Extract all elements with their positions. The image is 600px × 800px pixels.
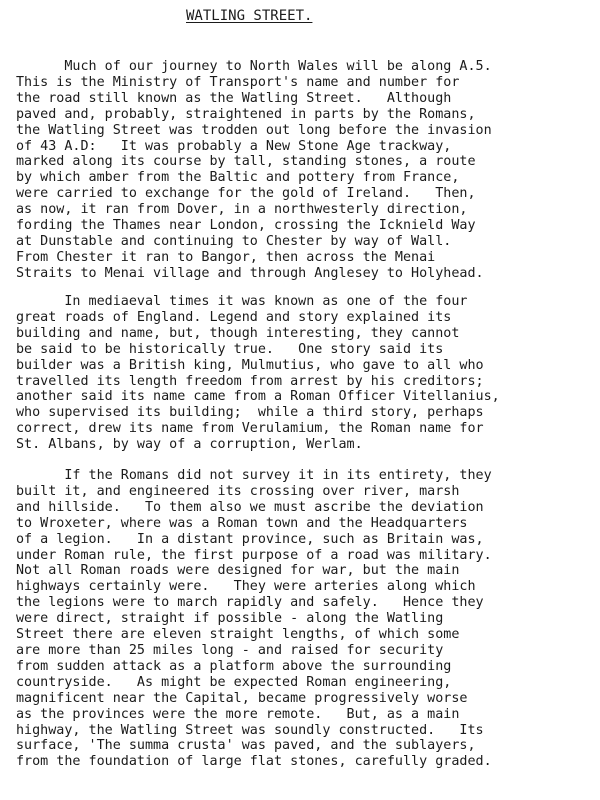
text-line: marked along its course by tall, standing stones, a route: [16, 154, 476, 170]
text-line: fording the Thames near London, crossing the Icknield Way: [16, 218, 476, 234]
text-line: If the Romans did not survey it in its entirety, they: [16, 468, 492, 483]
text-line: from the foundation of large flat stones, carefully graded.: [16, 754, 492, 770]
paragraph-2: [16, 294, 596, 453]
text-line: were direct, straight if possible - along the Watling: [16, 611, 444, 627]
text-line: highway, the Watling Street was soundly constructed. Its: [16, 722, 484, 738]
text-line: In mediaeval times it was known as one of the four: [16, 294, 468, 309]
text-line: to Wroxeter, where was a Roman town and the Headquarters: [16, 515, 468, 531]
text-line: Street there are eleven straight lengths, of which some: [16, 627, 460, 643]
text-line: paved and, probably, straightened in parts by the Romans,: [16, 106, 476, 122]
text-line: by which amber from the Baltic and pottery from France,: [16, 170, 460, 186]
text-line: under Roman rule, the first purpose of a road was military.: [16, 547, 492, 563]
text-line: at Dunstable and continuing to Chester by way of Wall.: [16, 233, 452, 249]
text-line: magnificent near the Capital, became progressively worse: [16, 690, 468, 706]
text-line: surface, 'The summa crusta' was paved, and the sublayers,: [16, 738, 476, 754]
text-line: From Chester it ran to Bangor, then across the Menai: [16, 249, 436, 265]
text-line: from sudden attack as a platform above the surrounding: [16, 658, 452, 674]
text-line: the legions were to march rapidly and safely. Hence they: [16, 595, 484, 611]
document-title: WATLING STREET.: [186, 8, 313, 24]
text-line: This is the Ministry of Transport's name and number for: [16, 74, 460, 90]
text-line: were carried to exchange for the gold of Ireland. Then,: [16, 186, 476, 202]
text-line: as now, it ran from Dover, in a northwesterly direction,: [16, 202, 468, 218]
text-line: of 43 A.D: It was probably a New Stone Age trackway,: [16, 138, 452, 154]
text-line: Much of our journey to North Wales will be along A.5.: [16, 59, 492, 74]
text-line: and hillside. To them also we must ascribe the deviation: [16, 499, 484, 515]
paragraph-3: [16, 468, 596, 770]
text-line: St. Albans, by way of a corruption, Werlam.: [16, 437, 363, 453]
text-line: great roads of England. Legend and story explained its: [16, 309, 452, 325]
paragraph-1: [16, 59, 596, 282]
text-line: Straits to Menai village and through Anglesey to Holyhead.: [16, 265, 484, 281]
text-line: countryside. As might be expected Roman engineering,: [16, 674, 452, 690]
text-line: highways certainly were. They were arteries along which: [16, 579, 476, 595]
text-line: Not all Roman roads were designed for war, but the main: [16, 563, 460, 579]
text-line: be said to be historically true. One story said its: [16, 341, 444, 357]
text-line: the Watling Street was trodden out long before the invasion: [16, 122, 492, 138]
text-line: another said its name came from a Roman Officer Vitellanius,: [16, 389, 500, 405]
text-line: as the provinces were the more remote. But, as a main: [16, 706, 460, 722]
text-line: of a legion. In a distant province, such as Britain was,: [16, 531, 484, 547]
text-line: travelled its length freedom from arrest by his creditors;: [16, 373, 484, 389]
text-line: built it, and engineered its crossing over river, marsh: [16, 483, 460, 499]
text-line: building and name, but, though interesting, they cannot: [16, 325, 460, 341]
text-line: are more than 25 miles long - and raised for security: [16, 642, 444, 658]
text-line: the road still known as the Watling Street. Although: [16, 90, 452, 106]
text-line: who supervised its building; while a third story, perhaps: [16, 405, 484, 421]
text-line: builder was a British king, Mulmutius, who gave to all who: [16, 357, 484, 373]
text-line: correct, drew its name from Verulamium, the Roman name for: [16, 421, 484, 437]
